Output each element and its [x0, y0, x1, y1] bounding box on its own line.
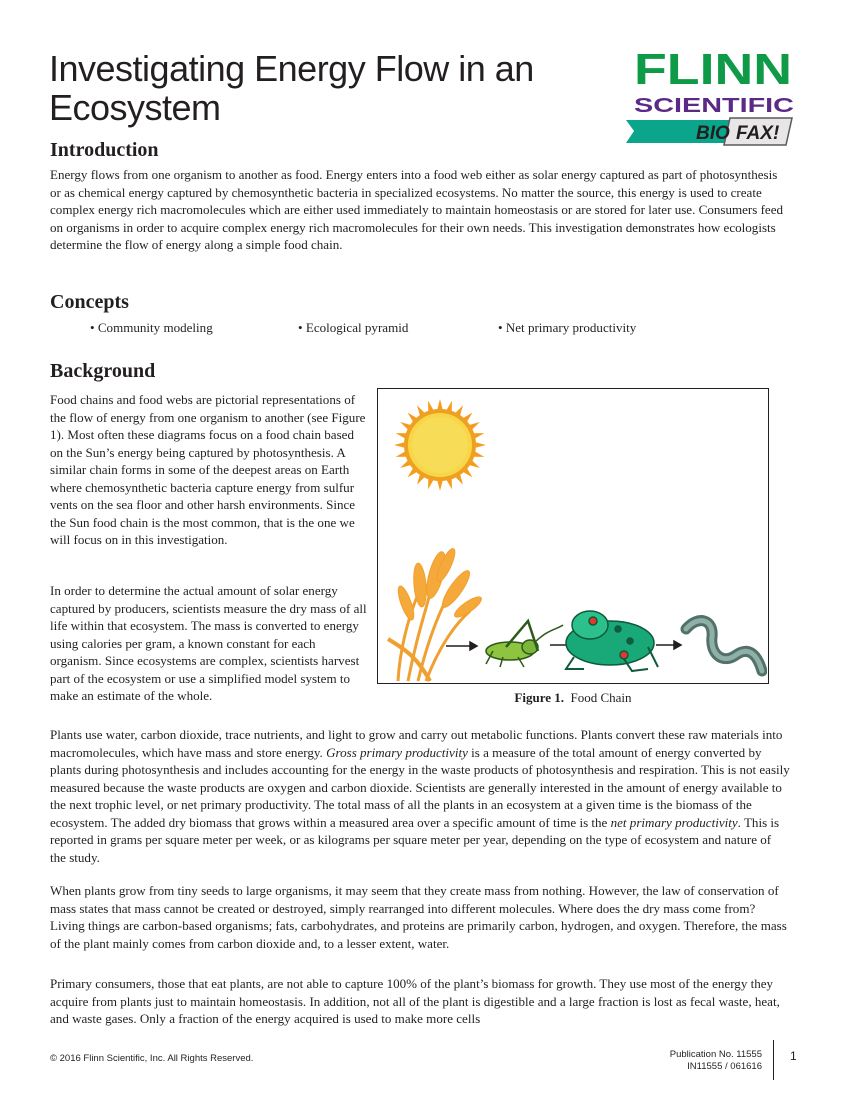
background-paragraph-1: Food chains and food webs are pictorial representations of the flow of energy from one organism to another (see Figure 1). Most often these diagrams focus on a food chain based on the Sun’s energy being captured by photosynthesis. A similar chain forms in some of the deepest areas on Earth where chemosynthetic bacteria capture energy from sulfur vents on the sea floor and other harsh environments. Since the Sun food chain is the most common, that is the one we will focus on in this investigation. [50, 392, 366, 547]
term-gross-primary-productivity: Gross primary productivity [326, 744, 468, 760]
footer-divider [773, 1040, 774, 1080]
page-title: Investigating Energy Flow in an Ecosystem [49, 48, 534, 128]
copyright: © 2016 Flinn Scientific, Inc. All Rights Reserved. [50, 1053, 254, 1064]
background-paragraph-3: Plants use water, carbon dioxide, trace nutrients, and light to grow and carry out metabolic functions. Plants convert these raw materials into macromolecules, which have mass and store energy. Gross primary productivity is a measure of the total amount of energy converted by plants during photosynthesis and includes accounting for the energy in the waste products of photosynthesis and respiration. This is not easily measured because the waste products are oxygen and carbon dioxide. Scientists are generally interested in the amount of energy available to the next trophic level, or net primary productivity. The total mass of all the plants in an ecosystem at a given time is the biomass of the ecosystem. The added dry biomass that grows within a measured area over a specific amount of time is the net primary productivity. This is reported in grams per square meter per week, or as kilograms per square meter per year, depending on the type of ecosystem and nature of the study. [50, 727, 790, 865]
logo-bio: BIO [696, 123, 730, 144]
flinn-scientific-logo [626, 44, 806, 154]
term-net-primary-productivity: net primary productivity [610, 814, 738, 830]
concept-item: • Ecological pyramid [298, 320, 409, 335]
concept-item: • Net primary productivity [498, 320, 637, 335]
introduction-paragraph: Energy flows from one organism to another as food. Energy enters into a food web either as solar energy captured as part of photosynthesis or as chemical energy captured by chemosynthetic bacteria in specialized ecosystems. No matter the source, this energy is used to create complex energy rich macromolecules which are either used immediately to maintain homeostasis or are stored for later use. Consumers feed on organisms in order to acquire complex energy rich macromolecules for their own needs. This investigation demonstrates how ecologists determine the flow of energy along a simple food chain. [50, 167, 784, 252]
background-heading: Background [50, 360, 156, 382]
concepts-heading: Concepts [50, 291, 129, 313]
snake-icon [686, 621, 762, 671]
logo-scientific: SCIENTIFIC [634, 95, 794, 117]
background-paragraph-5: Primary consumers, those that eat plants, are not able to capture 100% of the plant’s biomass for growth. They use most of the energy they acquire from plants just to maintain homeostasis. In addition, not all of the plant is digestible and a large fraction is lost as fecal waste, heat, and waste gases. Only a fraction of the energy acquired is used to make more cells [50, 976, 780, 1026]
publication-code: IN11555 / 061616 [687, 1061, 762, 1072]
publication-info [640, 1049, 762, 1073]
logo-flinn: FLINN [634, 45, 792, 94]
grasshopper-icon [486, 621, 563, 667]
background-paragraph-4: When plants grow from tiny seeds to large organisms, it may seem that they create mass from nothing. However, the law of conservation of mass states that mass cannot be created or destroyed, simply rearranged into different molecules. Where does the dry mass come from? Living things are carbon-based organisms; fats, carbohydrates, and proteins are primarily carbon, hydrogen, and oxygen. Therefore, the mass of the plant mainly comes from carbon dioxide and, to a lesser extent, water. [50, 883, 787, 951]
publication-number: Publication No. 11555 [669, 1049, 762, 1060]
wheat-icon [388, 547, 484, 681]
figure-food-chain [377, 388, 769, 684]
logo-fax: FAX! [736, 123, 780, 144]
sun-icon [394, 399, 486, 491]
page-number: 1 [790, 1049, 797, 1063]
introduction-heading: Introduction [50, 139, 159, 161]
background-paragraph-2: In order to determine the actual amount of solar energy captured by producers, scientists measure the dry mass of all life within that ecosystem. The mass is converted to energy using calories per gram, a known constant for each organism. Since ecosystems are complex, scientists harvest part of the ecosystem or use a simplified model system to make an estimate of the whole. [50, 583, 367, 703]
concept-item: • Community modeling [90, 320, 213, 335]
frog-icon [566, 611, 658, 671]
figure-caption: Figure 1. Food Chain [514, 690, 632, 705]
